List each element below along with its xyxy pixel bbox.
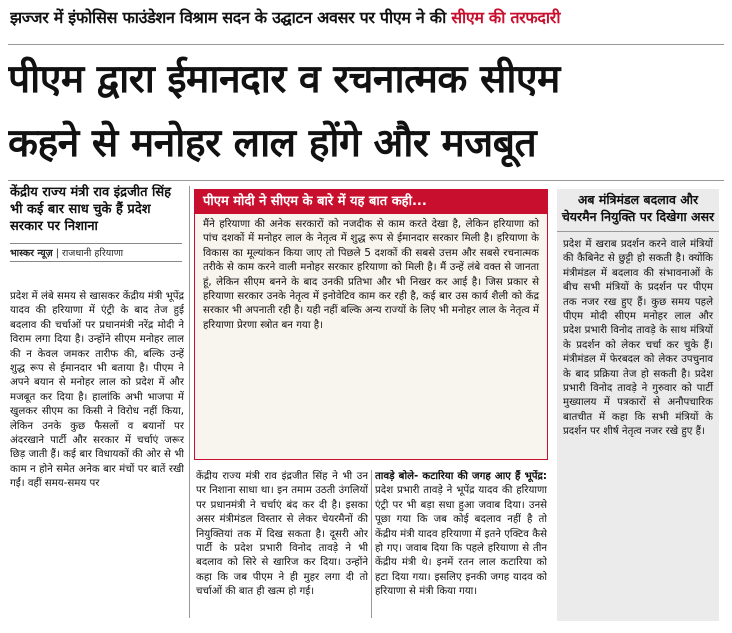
sidebar-box (557, 189, 719, 621)
left-column-header (10, 184, 182, 262)
left-article-body: प्रदेश में लंबे समय से खासकर केंद्रीय मंत्री भूपेंद्र यादव की हरियाणा में एंट्री के बाद तेज हुई बदलाव की चर्चाओं पर प्रधानमंत्री नरेंद्र मोदी ने विराम लगा दिया है। उन्होंने सीएम मनोहर लाल की न केवल जमकर तारीफ की, बल्कि उन्हें शुद्ध रूप से ईमानदार भी बताया है। पीएम ने अपने बयान से मनोहर लाल को प्रदेश में और मजबूत कर दिया है। हालांकि अभी भाजपा में खुलकर सीएम का किसी ने विरोध नहीं किया, लेकिन उनके कुछ फैसलों व बयानों पर अंदरखाने पार्टी और सरकार में चर्चाएं जरूर छिड़ जाती हैं। कई बार विधायकों की ओर से भी काम न होने समेत अनेक बार मंचों पर बातें रखी गईं। वहीं समय-समय पर (10, 291, 184, 490)
middle-column-b (375, 470, 547, 618)
pm-quote-box (194, 189, 548, 460)
kicker-line (10, 6, 722, 28)
sidebar-body: प्रदेश में खराब प्रदर्शन करने वाले मंत्रियों की कैबिनेट से छुट्टी हो सकती है। क्योंकि मंत्रीमंडल में बदलाव की संभावनाओं के बीच सभी मंत्रियों के प्रदर्शन पर पीएम तक नजर रख हुए हैं। कुछ समय पहले पीएम मोदी सीएम मनोहर लाल और प्रदेश प्रभारी विनोद तावड़े के साथ मंत्रियों के प्रदर्शन को लेकर चर्चा कर चुके हैं। मंत्रीमंडल में फेरबदल को लेकर उपचुनाव के बाद प्रक्रिया तेज हो सकती है। प्रदेश प्रभारी विनोद तावड़े ने गुरुवार को पार्टी मुख्यालय में पत्रकारों से अनौपचारिक बातचीत में कहा कि सभी मंत्रियों के प्रदर्शन पर शीर्ष नेतृत्व नजर रखे हुए हैं। (563, 239, 713, 438)
column-divider-2 (371, 470, 372, 618)
byline-source: भास्कर न्यूज़ (10, 248, 53, 259)
headline-line-2: कहने से मनोहर लाल होंगे और मजबूत (8, 121, 537, 166)
left-subheading: केंद्रीय राज्य मंत्री राव इंद्रजीत सिंह भी कई बार साध चुके हैं प्रदेश सरकार पर निशाना (10, 185, 172, 234)
byline-place: राजधानी हरियाणा (61, 248, 124, 259)
tawde-text: प्रदेश प्रभारी तावड़े ने भूपेंद्र यादव की हरियाणा एंट्री पर भी बड़ा सधा हुआ जवाब दिया। उनसे पूछा गया कि जब कोई बदलाव नहीं है तो केंद्रीय मंत्री यादव हरियाणा में इतने एक्टिव कैसे हो गए। जवाब दिया कि पहले हरियाणा से तीन केंद्रीय मंत्री थे। इनमें रतन लाल कटारिया को हटा दिया गया। इसलिए इनकी जगह यादव को हरियाणा से मंत्री किया गया। (375, 485, 547, 598)
pm-quote-title: पीएम मोदी ने सीएम के बारे में यह बात कही... (195, 190, 547, 214)
kicker-text: झज्जर में इंफोसिस फाउंडेशन विश्राम सदन के उद्घाटन अवसर पर पीएम ने की (10, 8, 452, 27)
pm-quote-text: मैंने हरियाणा की अनेक सरकारों को नजदीक से काम करते देखा है, लेकिन हरियाणा को पांच दशकों में मनोहर लाल के नेतृत्व में शुद्ध रूप से ईमानदार सरकार मिली है। हरियाणा के विकास का मूल्यांकन किया जाए तो पिछले 5 दशकों की सबसे उत्तम और सबसे रचनात्मक तरीके से काम करने वाली मनोहर सरकार हरियाणा को मिली है। मैं उन्हें लंबे वक्त से जानता हूं, लेकिन सीएम बनने के बाद उनकी प्रतिभा और भी निखर कर आई है। जिस प्रकार से हरियाणा सरकार उनके नेतृत्व में इनोवेटिव काम कर रही है, कई बार उस कार्य शैली को केंद्र सरकार भी अपनाती रही है। यही नहीं बल्कि अन्य राज्यों के लिए भी मनोहर लाल के नेतृत्व में हरियाणा प्रेरणा स्त्रोत बन गया है। (203, 219, 539, 331)
headline-divider (8, 180, 724, 181)
tawde-subheading: तावड़े बोले- कटारिया की जगह आए हैं भूपेंद्र: (375, 471, 547, 482)
sidebar-heading: अब मंत्रिमंडल बदलाव और चेयरमैन नियुक्ति पर दिखेगा असर (557, 189, 719, 232)
top-divider (8, 44, 724, 45)
column-divider-1 (189, 186, 190, 618)
headline-line-1: पीएम द्वारा ईमानदार व रचनात्मक सीएम (8, 57, 560, 102)
middle-column-a: केंद्रीय राज्य मंत्री राव इंद्रजीत सिंह ने भी उन पर निशाना साधा था। इन तमाम उठती उंगलियों पर प्रधानमंत्री ने चर्चाएं बंद कर दी है। इसका असर मंत्रीमंडल विस्तार से लेकर चेयरमैनों की नियुक्तियां तक में दिख सकता है। दूसरी ओर पार्टी के प्रदेश प्रभारी विनोद तावड़े ने भी बदलाव को सिरे से खारिज कर दिया। उन्होंने कहा कि जब पीएम ने ही मुहर लगा दी तो चर्चाओं की बात ही खत्म हो गई। (196, 471, 368, 598)
byline: भास्कर न्यूज़ | राजधानी हरियाणा (10, 243, 182, 262)
kicker-highlight: सीएम की तरफदारी (451, 8, 561, 27)
